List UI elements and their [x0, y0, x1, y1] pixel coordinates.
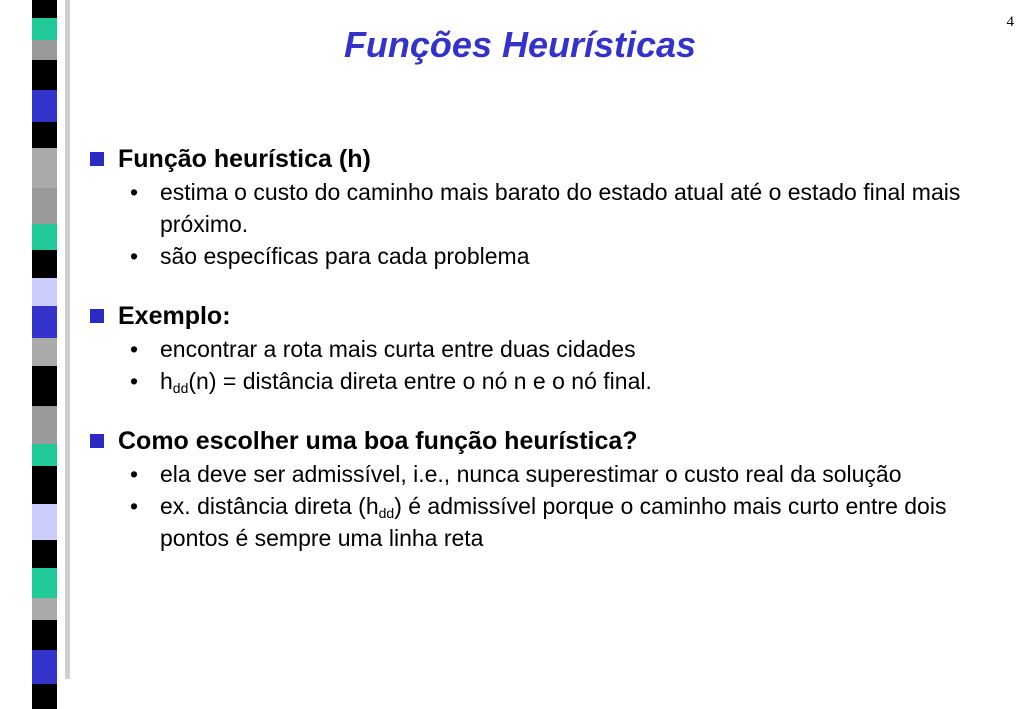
- bullet-item: [130, 176, 988, 240]
- section-heading-text: Exemplo:: [118, 302, 231, 330]
- stripe-block: [32, 540, 57, 568]
- stripe-block: [32, 278, 57, 306]
- stripe-block: [32, 406, 57, 444]
- bullet-text: estima o custo do caminho mais barato do estado atual até o estado final mais próximo.: [160, 179, 961, 237]
- stripe-block: [32, 224, 57, 250]
- subscript: dd: [172, 380, 189, 396]
- dot-bullet-icon: •: [130, 493, 139, 519]
- bullet-text: ela deve ser admissível, i.e., nunca superestimar o custo real da solução: [160, 461, 902, 487]
- bullet-list: [88, 458, 988, 554]
- section-choose-heuristic: [88, 424, 988, 554]
- bullet-item: [130, 490, 988, 554]
- stripe-block: [32, 466, 57, 504]
- stripe-block: [32, 40, 57, 60]
- bullet-text: são específicas para cada problema: [160, 243, 530, 269]
- dot-bullet-icon: •: [130, 461, 139, 487]
- text-run: ) é admissível porque o caminho mais curto entre dois pontos é sempre uma linha reta: [160, 493, 947, 551]
- decorative-stripe: [32, 0, 57, 679]
- dot-bullet-icon: •: [130, 336, 139, 362]
- bullet-list: [88, 176, 988, 272]
- section-heading: [88, 142, 988, 176]
- bullet-item: [130, 458, 988, 490]
- square-bullet-icon: [90, 152, 104, 166]
- page-number: 4: [1006, 14, 1014, 30]
- stripe-block: [32, 0, 57, 18]
- bullet-list: [88, 333, 988, 397]
- square-bullet-icon: [90, 434, 104, 448]
- section-heading: [88, 299, 988, 333]
- text-run: ex. distância direta (h: [160, 493, 379, 519]
- stripe-block: [32, 60, 57, 90]
- stripe-block: [32, 250, 57, 278]
- bullet-text: encontrar a rota mais curta entre duas cidades: [160, 336, 636, 362]
- stripe-block: [32, 188, 57, 224]
- dot-bullet-icon: •: [130, 243, 139, 269]
- bullet-text: [160, 493, 946, 551]
- bullet-item: [130, 333, 988, 365]
- slide-title: Funções Heurísticas: [343, 24, 697, 65]
- stripe-block: [32, 598, 57, 620]
- bullet-item: [130, 365, 988, 397]
- section-heuristic-function: [88, 142, 988, 272]
- stripe-block: [32, 90, 57, 122]
- slide-content: [88, 142, 988, 581]
- stripe-block: [32, 366, 57, 406]
- stripe-block: [32, 122, 57, 148]
- bullet-item: [130, 240, 988, 272]
- stripe-block: [32, 444, 57, 466]
- section-example: [88, 299, 988, 397]
- stripe-block: [32, 18, 57, 40]
- stripe-block: [32, 620, 57, 650]
- section-heading-text: Como escolher uma boa função heurística?: [118, 427, 638, 455]
- stripe-block: [32, 684, 57, 709]
- stripe-block: [32, 504, 57, 540]
- section-heading-text: Função heurística (h): [118, 145, 371, 173]
- text-run: h: [160, 368, 173, 394]
- stripe-block: [32, 568, 57, 598]
- text-run: (n) = distância direta entre o nó n e o nó final.: [188, 368, 652, 394]
- bullet-text: [160, 368, 652, 394]
- dot-bullet-icon: •: [130, 179, 139, 205]
- stripe-block: [32, 306, 57, 338]
- square-bullet-icon: [90, 309, 104, 323]
- stripe-block: [32, 148, 57, 188]
- subscript: dd: [378, 505, 395, 521]
- section-heading: [88, 424, 988, 458]
- stripe-divider: [65, 0, 70, 679]
- dot-bullet-icon: •: [130, 368, 139, 394]
- stripe-block: [32, 338, 57, 366]
